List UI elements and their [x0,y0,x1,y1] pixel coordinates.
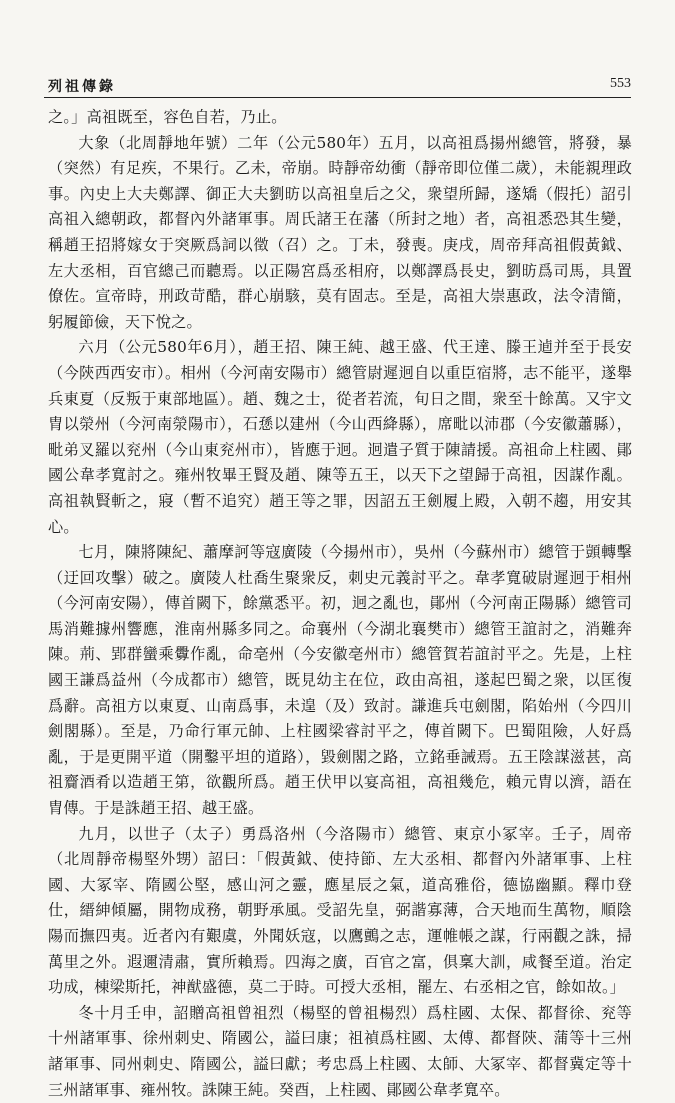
paragraph-seventh-month: 七月，陳將陳紀、蕭摩訶等寇廣陵（今揚州市），吳州（今蘇州市）總管于顗轉擊（迂回攻擊）破之。廣陵人杜喬生聚衆反，刺史元義討平之。韋孝寬破尉遲迥于相州（今河南安陽），傳首闕下，餘黨悉平。初，迥之亂也，鄖州（今河南正陽縣）總管司馬消難據州響應，淮南州縣多同之。命襄州（今湖北襄樊市）總管王誼討之，消難奔陳。荊、郢群蠻乘釁作亂，命亳州（今安徽亳州市）總管賀若誼討平之。先是，上柱國王謙爲益州（今成都市）總管，既見幼主在位，政由高祖，遂起巴蜀之衆，以匡復爲辭。高祖方以東夏、山南爲事，未遑（及）致討。謙進兵屯劍閣，陷始州（今四川劍閣縣）。至是，乃命行軍元帥、上柱國梁睿討平之，傳首闕下。巴蜀阻險，人好爲亂，于是更開平道（開鑿平坦的道路），毀劍閣之路，立銘垂誡焉。五王陰謀滋甚，高祖齎酒肴以造趙王第，欲觀所爲。趙王伏甲以宴高祖，高祖幾危，賴元胄以濟，語在胄傳。于是誅趙王招、越王盛。 [48,543,632,818]
page-number: 553 [610,76,631,91]
running-header [48,76,631,98]
header-title: 列祖傳錄 [48,79,116,95]
paragraph-daxiang-second-year: 大象（北周靜地年號）二年（公元580年）五月，以高祖爲揚州總管，將發，暴（突然）有足疾，不果行。乙未，帝崩。時靜帝幼衝（靜帝即位僅二歲），未能親理政事。內史上大夫鄭譯、御正大夫劉昉以高祖皇后之父，衆望所歸，遂矯（假托）詔引高祖入總朝政，都督內外諸軍事。周氏諸王在藩（所封之地）者，高祖悉恐其生變，稱趙王招將嫁女于突厥爲詞以徵（召）之。丁未，發喪。庚戌，周帝拜高祖假黃鉞、左大丞相，百官總己而聽焉。以正陽宮爲丞相府，以鄭譯爲長史，劉昉爲司馬，具置僚佐。宣帝時，刑政苛酷，群心崩駭，莫有固志。至是，高祖大崇惠政，法令清簡，躬履節儉，天下悅之。 [48,133,632,331]
paragraph-ninth-month: 九月，以世子（太子）勇爲洛州（今洛陽市）總管、東京小冢宰。壬子，周帝（北周靜帝楊堅外甥）詔曰：「假黃鉞、使持節、左大丞相、都督內外諸軍事、上柱國、大冢宰、隋國公堅，感山河之靈，應星辰之氣，道高雅俗，德協幽顯。釋巾登仕，縉紳傾屬，開物成務，朝野承風。受詔先皇，弼諧寡薄，合天地而生萬物，順陰陽而撫四夷。近者內有艱虞，外聞妖寇，以鷹鸇之志，運帷帳之謀，行兩觀之誅，掃萬里之外。遐邇清肅，實所賴焉。四海之廣，百官之富，俱稟大訓，咸餐至道。治定功成，棟梁斯托，神猷盛德，莫二于時。可授大丞相，罷左、右丞相之官，餘如故。」 [48,824,632,997]
paragraph-tenth-month: 冬十月壬申，詔贈高祖曾祖烈（楊堅的曾祖楊烈）爲柱國、太保、都督徐、兖等十州諸軍事、徐州刺史、隋國公，謚曰康；祖禎爲柱國、太傅、都督陝、蒲等十三州諸軍事、同州刺史、隋國公，謚曰獻；考忠爲上柱國、太師、大冢宰、都督冀定等十三州諸軍事、雍州牧。誅陳王純。癸酉，上柱國、鄖國公韋孝寬卒。 [48,1003,632,1099]
paragraph-continuation: 之。」高祖既至，容色自若，乃止。 [48,108,287,126]
paragraph-sixth-month: 六月（公元580年6月），趙王招、陳王純、越王盛、代王達、滕王逌并至于長安（今陝西西安市）。相州（今河南安陽市）總管尉遲迥自以重臣宿將，志不能平，遂舉兵東夏（反叛于東部地區）。趙、魏之士，從者若流，旬日之間，衆至十餘萬。又宇文胄以滎州（今河南滎陽市），石愻以建州（今山西絳縣），席毗以沛郡（今安徽蕭縣），毗弟叉羅以兖州（今山東兖州市），皆應于迥。迥遣子質于陳請援。高祖命上柱國、鄖國公韋孝寬討之。雍州牧畢王賢及趙、陳等五王，以天下之望歸于高祖，因謀作亂。高祖執賢斬之，寢（暫不追究）趙王等之罪，因詔五王劍履上殿，入朝不趨，用安其心。 [48,338,632,536]
body-text [48,105,632,1103]
header-rule [44,97,631,98]
